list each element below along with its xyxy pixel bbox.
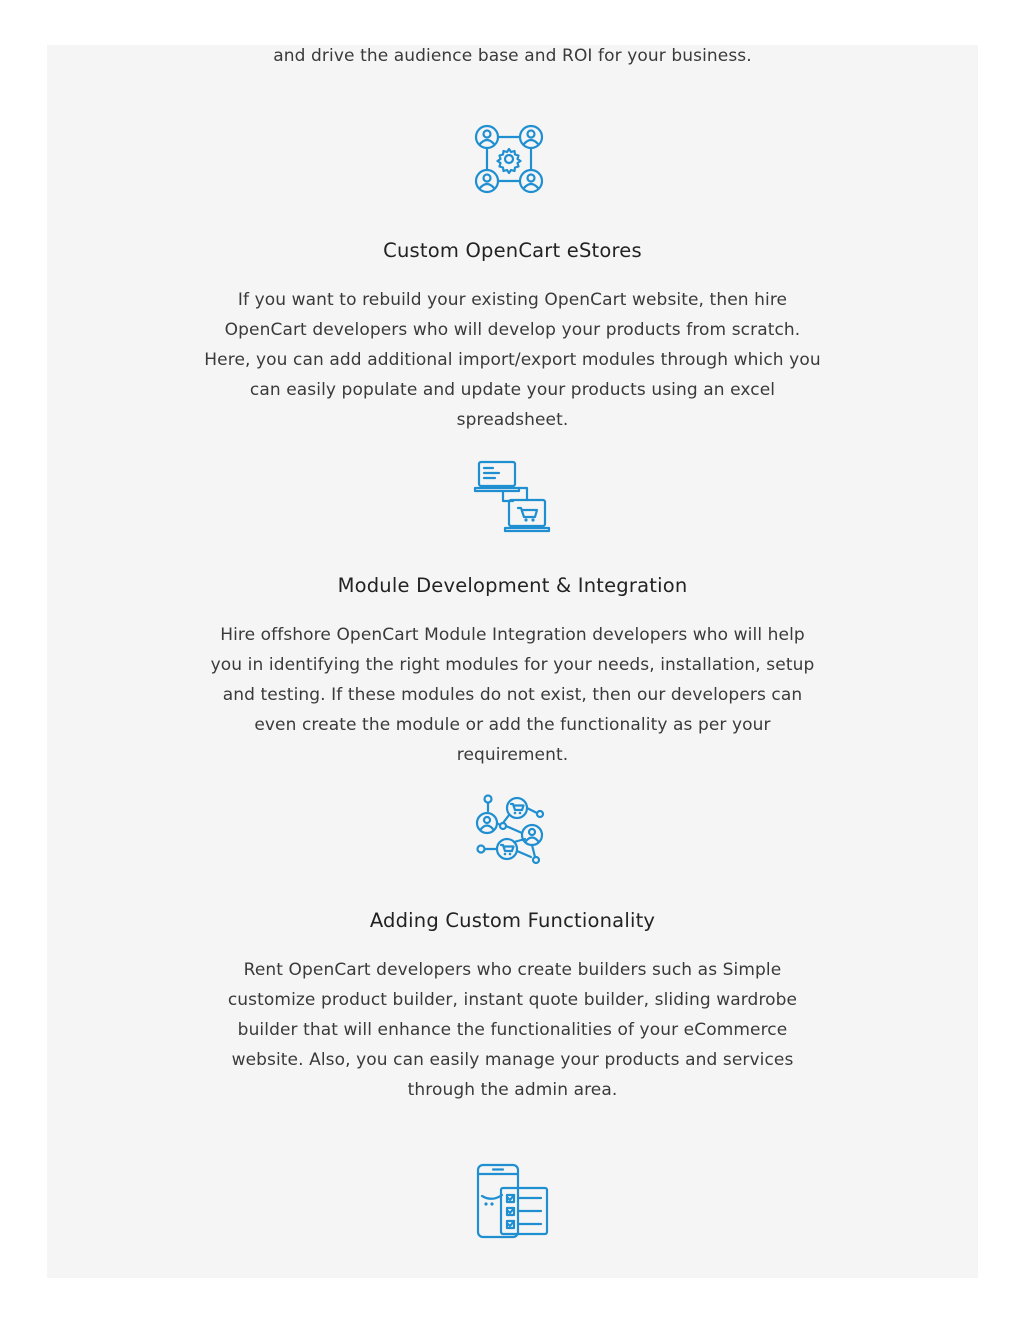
- feature-title: Adding Custom Functionality: [369, 909, 656, 932]
- feature-title: Module Development & Integration: [337, 574, 688, 597]
- content-panel: [47, 45, 978, 1278]
- feature-title: Custom OpenCart eStores: [383, 239, 642, 262]
- mobile-checklist-icon: [473, 1162, 553, 1242]
- team-network-gear-icon: [473, 123, 553, 203]
- intro-text: and drive the audience base and ROI for your business.: [273, 46, 752, 66]
- feature-description: Hire offshore OpenCart Module Integration developers who will help you in identifying the right modules for your needs, installation, setup and testing. If these modules do not exist, then our developers can even create the module or add the functionality as per your requirement.: [210, 625, 815, 765]
- connected-users-cart-network-icon: [473, 793, 553, 873]
- feature-description: If you want to rebuild your existing OpenCart website, then hire OpenCart developers who will develop your products from scratch. Here, you can add additional import/export modules through which you can easily populate and update your products using an excel spreadsheet.: [204, 290, 821, 430]
- feature-description: Rent OpenCart developers who create builders such as Simple customize product builder, instant quote builder, sliding wardrobe builder that will enhance the functionalities of your eCommerce website. Also, you can easily manage your products and services through the admin area.: [227, 960, 798, 1100]
- laptop-cart-integration-icon: [473, 458, 553, 538]
